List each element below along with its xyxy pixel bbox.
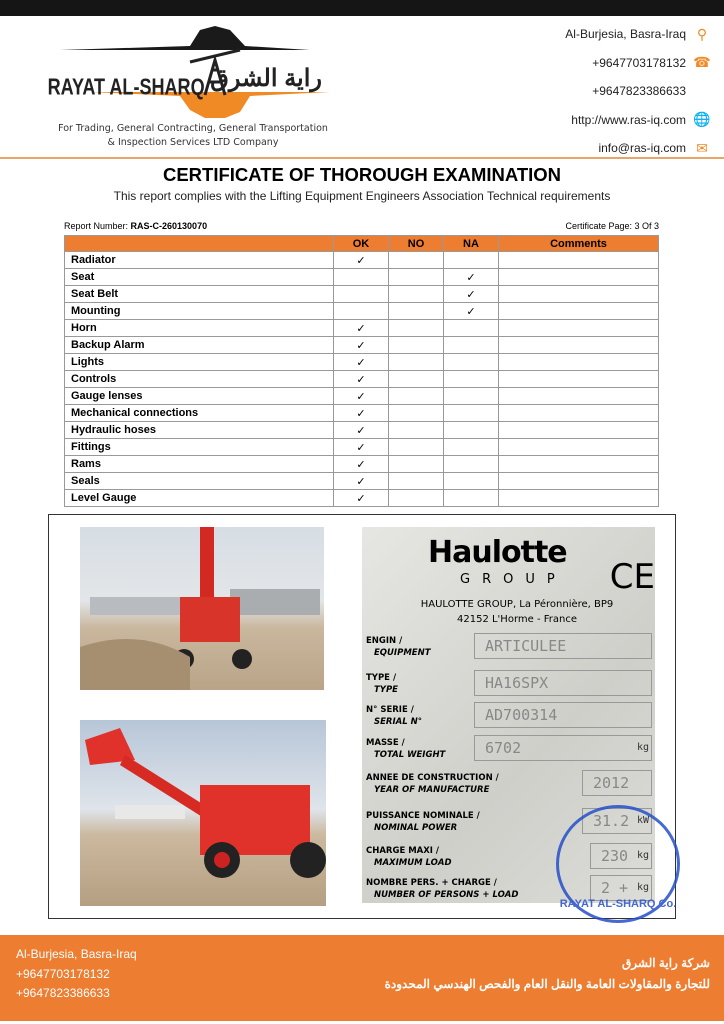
comments-cell <box>499 252 659 269</box>
nameplate-field-value <box>582 770 652 796</box>
contact-email[interactable] <box>450 134 710 163</box>
item-label: Seals <box>65 473 334 490</box>
table-row <box>65 473 659 490</box>
ok-cell: ✓ <box>334 337 389 354</box>
table-row <box>65 354 659 371</box>
no-cell <box>389 439 444 456</box>
value-text: 6702 <box>485 739 522 757</box>
value-text: ARTICULEE <box>485 637 567 655</box>
ok-cell: ✓ <box>334 252 389 269</box>
na-cell <box>444 456 499 473</box>
item-label: Seat Belt <box>65 286 334 303</box>
label-en: EQUIPMENT <box>374 648 431 658</box>
item-label: Seat <box>65 269 334 286</box>
page-subtitle: This report complies with the Lifting Equipment Engineers Association Technical requirements <box>113 189 611 203</box>
table-row <box>65 422 659 439</box>
unit-text: kg <box>636 882 649 893</box>
item-label: Lights <box>65 354 334 371</box>
comments-cell <box>499 320 659 337</box>
nameplate-field-value <box>474 670 652 696</box>
contact-website[interactable] <box>450 106 710 135</box>
table-row <box>65 388 659 405</box>
header-no: NO <box>389 236 444 252</box>
report-number-label: Report Number: <box>64 221 131 231</box>
comments-cell <box>499 422 659 439</box>
certificate-page: Certificate Page: 3 Of 3 <box>565 221 659 231</box>
na-cell: ✓ <box>444 269 499 286</box>
inspection-table <box>64 235 659 507</box>
comments-cell <box>499 303 659 320</box>
label-fr: PUISSANCE NOMINALE / <box>366 811 480 821</box>
na-cell <box>444 354 499 371</box>
table-row <box>65 320 659 337</box>
contact-phone-1 <box>450 49 710 78</box>
footer <box>0 935 724 1021</box>
comments-cell <box>499 473 659 490</box>
header-na: NA <box>444 236 499 252</box>
label-en: TYPE <box>374 685 398 695</box>
na-cell <box>444 405 499 422</box>
value-text: 230 <box>601 847 629 865</box>
table-row <box>65 286 659 303</box>
ok-cell <box>334 269 389 286</box>
table-row <box>65 405 659 422</box>
equipment-photo-side <box>80 720 326 906</box>
envelope-icon: ✉ <box>696 139 708 156</box>
nameplate-field-label <box>366 845 452 869</box>
table-row <box>65 303 659 320</box>
ok-cell: ✓ <box>334 456 389 473</box>
nameplate-field-label <box>366 737 445 761</box>
na-cell <box>444 388 499 405</box>
footer-address: Al-Burjesia, Basra-Iraq <box>16 947 137 961</box>
logo-text-ar: راية الشرق <box>210 65 322 92</box>
ok-cell <box>334 286 389 303</box>
na-cell <box>444 252 499 269</box>
company-logo <box>40 20 350 120</box>
ok-cell: ✓ <box>334 371 389 388</box>
no-cell <box>389 405 444 422</box>
unit-text: kW <box>636 815 649 826</box>
value-text: 2012 <box>593 774 630 792</box>
na-cell <box>444 371 499 388</box>
header-item <box>65 236 334 252</box>
table-header-row <box>65 236 659 252</box>
item-label: Mechanical connections <box>65 405 334 422</box>
label-fr: MASSE / <box>366 738 405 748</box>
item-label: Controls <box>65 371 334 388</box>
ok-cell: ✓ <box>334 405 389 422</box>
label-en: TOTAL WEIGHT <box>374 750 446 760</box>
label-fr: NOMBRE PERS. + CHARGE / <box>366 878 497 888</box>
ok-cell: ✓ <box>334 354 389 371</box>
label-fr: N° SERIE / <box>366 705 414 715</box>
no-cell <box>389 337 444 354</box>
label-en: YEAR OF MANUFACTURE <box>374 785 490 795</box>
address-line-2: 42152 L'Horme - France <box>457 614 577 625</box>
no-cell <box>389 303 444 320</box>
item-label: Mounting <box>65 303 334 320</box>
comments-cell <box>499 439 659 456</box>
table-row <box>65 439 659 456</box>
label-fr: CHARGE MAXI / <box>366 846 440 856</box>
item-label: Hydraulic hoses <box>65 422 334 439</box>
location-pin-icon: ⚲ <box>696 25 708 42</box>
report-number <box>64 221 207 231</box>
comments-cell <box>499 337 659 354</box>
contact-address <box>450 20 710 49</box>
label-en: NOMINAL POWER <box>374 823 458 833</box>
label-en: SERIAL N° <box>374 717 422 727</box>
nameplate-field-value <box>474 735 652 761</box>
page-title: CERTIFICATE OF THOROUGH EXAMINATION <box>162 164 562 185</box>
ok-cell: ✓ <box>334 473 389 490</box>
na-cell <box>444 337 499 354</box>
footer-phone-1: +9647703178132 <box>16 966 110 981</box>
ce-mark: CE <box>609 557 655 597</box>
comments-cell <box>499 405 659 422</box>
na-cell <box>444 439 499 456</box>
footer-company-name-ar: شركة راية الشرق <box>621 956 710 970</box>
item-label: Fittings <box>65 439 334 456</box>
tagline-line-1: For Trading, General Contracting, General Transportation <box>58 123 328 134</box>
table-row <box>65 371 659 388</box>
footer-contact <box>16 945 137 1004</box>
item-label: Level Gauge <box>65 490 334 507</box>
globe-icon: 🌐 <box>693 111 711 128</box>
header-comments: Comments <box>499 236 659 252</box>
equipment-photo-rear <box>80 527 324 690</box>
phone-text: +9647703178132 <box>592 55 686 70</box>
na-cell <box>444 320 499 337</box>
label-fr: ANNEE DE CONSTRUCTION / <box>366 773 499 783</box>
footer-company-desc-ar: للتجارة والمقاولات العامة والنقل العام والفحص الهندسي المحدودة <box>384 977 710 991</box>
contact-phone-2 <box>450 77 710 106</box>
report-number-value: RAS-C-260130070 <box>130 221 208 231</box>
phone-icon: ☎ <box>693 54 711 71</box>
comments-cell <box>499 371 659 388</box>
footer-phone-2: +9647823386633 <box>16 986 110 1000</box>
comments-cell <box>499 388 659 405</box>
na-cell <box>444 473 499 490</box>
item-label: Horn <box>65 320 334 337</box>
table-row <box>65 252 659 269</box>
value-text: 2 + <box>601 879 629 897</box>
value-text: HA16SPX <box>485 674 549 692</box>
no-cell <box>389 371 444 388</box>
item-label: Rams <box>65 456 334 473</box>
header-ok: OK <box>334 236 389 252</box>
label-en: NUMBER OF PERSONS + LOAD <box>374 890 519 900</box>
nameplate-group: GROUP <box>460 572 567 587</box>
ok-cell <box>334 303 389 320</box>
no-cell <box>389 456 444 473</box>
comments-cell <box>499 490 659 507</box>
tagline-line-2: & Inspection Services LTD Company <box>107 137 279 148</box>
nameplate-address <box>412 597 622 627</box>
ok-cell: ✓ <box>334 320 389 337</box>
nameplate-field-value <box>474 702 652 728</box>
nameplate-field-label <box>366 704 422 728</box>
label-fr: ENGIN / <box>366 636 403 646</box>
nameplate-field-value <box>474 633 652 659</box>
no-cell <box>389 422 444 439</box>
label-fr: TYPE / <box>366 673 397 683</box>
comments-cell <box>499 456 659 473</box>
no-cell <box>389 354 444 371</box>
no-cell <box>389 320 444 337</box>
nameplate-field-label <box>366 810 480 834</box>
spacer-icon <box>694 83 710 99</box>
nameplate-field-label <box>366 672 398 696</box>
na-cell: ✓ <box>444 303 499 320</box>
company-tagline <box>30 122 356 150</box>
item-label: Backup Alarm <box>65 337 334 354</box>
ok-cell: ✓ <box>334 439 389 456</box>
table-row <box>65 337 659 354</box>
nameplate-brand: Haulotte <box>428 535 567 570</box>
table-row <box>65 269 659 286</box>
ok-cell: ✓ <box>334 422 389 439</box>
address-text: Al-Burjesia, Basra-Iraq <box>565 27 686 42</box>
address-line-1: HAULOTTE GROUP, La Péronnière, BP9 <box>420 599 614 610</box>
nameplate-field-label <box>366 635 431 659</box>
item-label: Gauge lenses <box>65 388 334 405</box>
nameplate-field-label <box>366 772 499 796</box>
phone-text: +9647823386633 <box>592 84 686 99</box>
na-cell <box>444 422 499 439</box>
nameplate-field-label <box>366 877 518 901</box>
label-en: MAXIMUM LOAD <box>374 858 452 868</box>
table-row <box>65 490 659 507</box>
website-link[interactable]: http://www.ras-iq.com <box>571 112 686 127</box>
no-cell <box>389 388 444 405</box>
value-text: 31.2 <box>593 812 630 830</box>
table-row <box>65 456 659 473</box>
unit-text: kg <box>636 850 649 861</box>
company-stamp: RAYAT AL-SHARQ Co. <box>556 805 680 923</box>
no-cell <box>389 286 444 303</box>
na-cell <box>444 490 499 507</box>
top-bar <box>0 0 724 16</box>
na-cell: ✓ <box>444 286 499 303</box>
item-label: Radiator <box>65 252 334 269</box>
email-link[interactable]: info@ras-iq.com <box>598 141 686 156</box>
logo-text-en: RAYAT AL-SHARQ <box>47 74 205 100</box>
ok-cell: ✓ <box>334 490 389 507</box>
contact-list <box>450 20 710 163</box>
comments-cell <box>499 269 659 286</box>
no-cell <box>389 473 444 490</box>
ok-cell: ✓ <box>334 388 389 405</box>
no-cell <box>389 269 444 286</box>
no-cell <box>389 490 444 507</box>
comments-cell <box>499 286 659 303</box>
no-cell <box>389 252 444 269</box>
footer-company-ar <box>385 953 710 995</box>
unit-text: kg <box>636 742 649 753</box>
value-text: AD700314 <box>485 706 558 724</box>
comments-cell <box>499 354 659 371</box>
